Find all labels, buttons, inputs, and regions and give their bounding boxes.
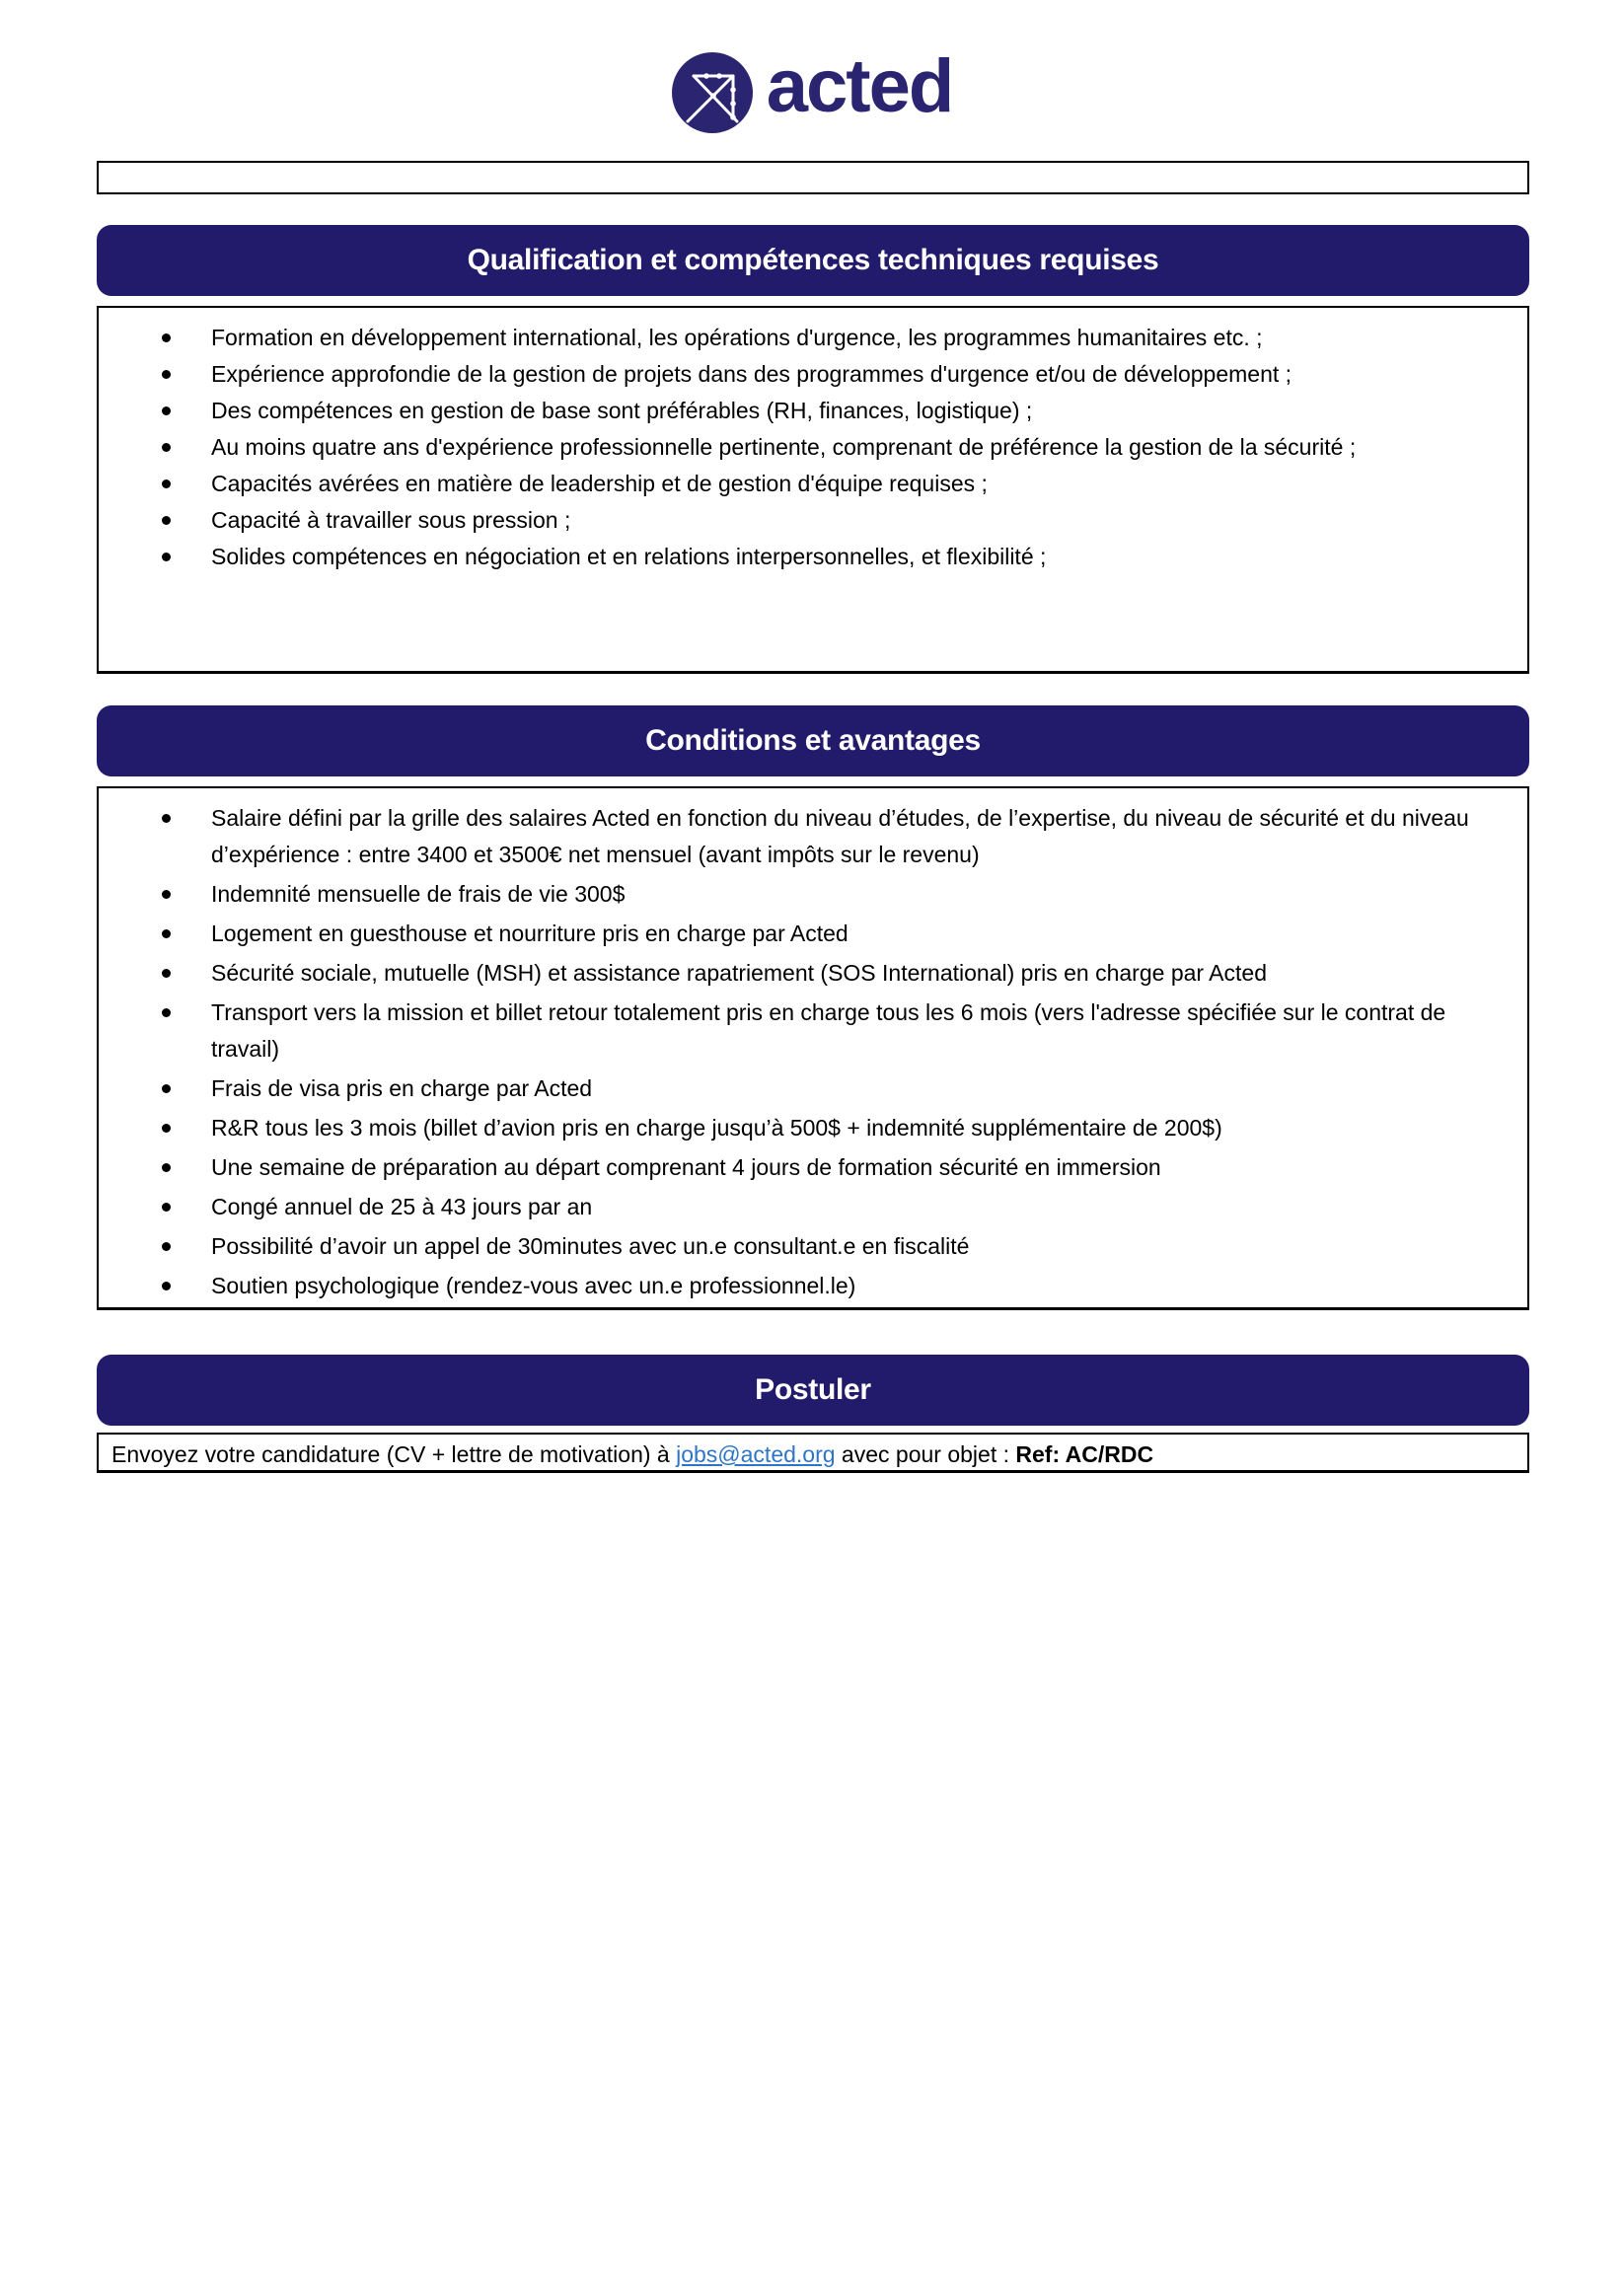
list-item: Logement en guesthouse et nourriture pris en charge par Acted: [99, 916, 1504, 952]
section-title: Conditions et avantages: [645, 724, 981, 757]
qualifications-box: [97, 306, 1529, 674]
bullet-icon: [162, 370, 171, 379]
list-item: Salaire défini par la grille des salaires Acted en fonction du niveau d’études, de l’expertise, du niveau de sécurité et du niveau d’expérience : entre 3400 et 3500€ net mensuel (avant impôts sur le revenu): [99, 800, 1504, 873]
apply-box: [97, 1433, 1529, 1473]
list-item: Transport vers la mission et billet retour totalement pris en charge tous les 6 mois (vers l'adresse spécifiée sur le contrat de travail): [99, 995, 1504, 1068]
list-item: Capacité à travailler sous pression ;: [99, 502, 1504, 539]
list-item: Des compétences en gestion de base sont préférables (RH, finances, logistique) ;: [99, 393, 1504, 429]
bullet-icon: [162, 890, 171, 899]
section-header-postuler: [97, 1355, 1529, 1426]
qualifications-list: [99, 308, 1527, 575]
apply-text-prefix: Envoyez votre candidature (CV + lettre de motivation) à: [111, 1441, 677, 1467]
bullet-icon: [162, 516, 171, 525]
bullet-icon: [162, 929, 171, 938]
bullet-icon: [162, 1242, 171, 1251]
list-item: Possibilité d’avoir un appel de 30minutes avec un.e consultant.e en fiscalité: [99, 1228, 1504, 1265]
bullet-icon: [162, 1008, 171, 1017]
bullet-icon: [162, 443, 171, 452]
bullet-icon: [162, 1124, 171, 1133]
list-item: Au moins quatre ans d'expérience professionnelle pertinente, comprenant de préférence la gestion de la sécurité ;: [99, 429, 1504, 466]
list-item: Solides compétences en négociation et en relations interpersonnelles, et flexibilité ;: [99, 539, 1504, 575]
conditions-box: [97, 786, 1529, 1310]
list-item: Congé annuel de 25 à 43 jours par an: [99, 1189, 1504, 1225]
list-item: Capacités avérées en matière de leadership et de gestion d'équipe requises ;: [99, 466, 1504, 502]
bullet-icon: [162, 406, 171, 415]
section-title: Qualification et compétences techniques requises: [467, 244, 1159, 276]
list-item: Formation en développement international, les opérations d'urgence, les programmes humanitaires etc. ;: [99, 320, 1504, 356]
bullet-icon: [162, 333, 171, 342]
list-item: Une semaine de préparation au départ comprenant 4 jours de formation sécurité en immersion: [99, 1149, 1504, 1186]
list-item: Indemnité mensuelle de frais de vie 300$: [99, 876, 1504, 913]
bullet-icon: [162, 1084, 171, 1093]
section-header-conditions: [97, 705, 1529, 776]
section-title: Postuler: [755, 1373, 871, 1406]
conditions-list: [99, 788, 1527, 1304]
apply-reference: Ref: AC/RDC: [1015, 1441, 1154, 1467]
list-item: Sécurité sociale, mutuelle (MSH) et assistance rapatriement (SOS International) pris en charge par Acted: [99, 955, 1504, 992]
email-link[interactable]: jobs@acted.org: [676, 1441, 836, 1467]
apply-text-middle: avec pour objet :: [835, 1441, 1016, 1467]
bullet-icon: [162, 1163, 171, 1172]
title-box: [97, 161, 1529, 194]
bullet-icon: [162, 479, 171, 488]
bullet-icon: [162, 814, 171, 823]
bullet-icon: [162, 969, 171, 978]
acted-logo: [0, 44, 1624, 138]
list-item: R&R tous les 3 mois (billet d’avion pris en charge jusqu’à 500$ + indemnité supplémentaire de 200$): [99, 1110, 1504, 1146]
list-item: Frais de visa pris en charge par Acted: [99, 1070, 1504, 1107]
apply-instructions: [99, 1435, 1527, 1471]
acted-wordmark: acted: [766, 44, 953, 128]
bullet-icon: [162, 1203, 171, 1212]
bullet-icon: [162, 1282, 171, 1290]
bullet-icon: [162, 553, 171, 561]
section-header-qualifications: [97, 225, 1529, 296]
acted-emblem-icon: [672, 52, 753, 133]
list-item: Expérience approfondie de la gestion de projets dans des programmes d'urgence et/ou de développement ;: [99, 356, 1504, 393]
list-item: Soutien psychologique (rendez-vous avec un.e professionnel.le): [99, 1268, 1504, 1304]
